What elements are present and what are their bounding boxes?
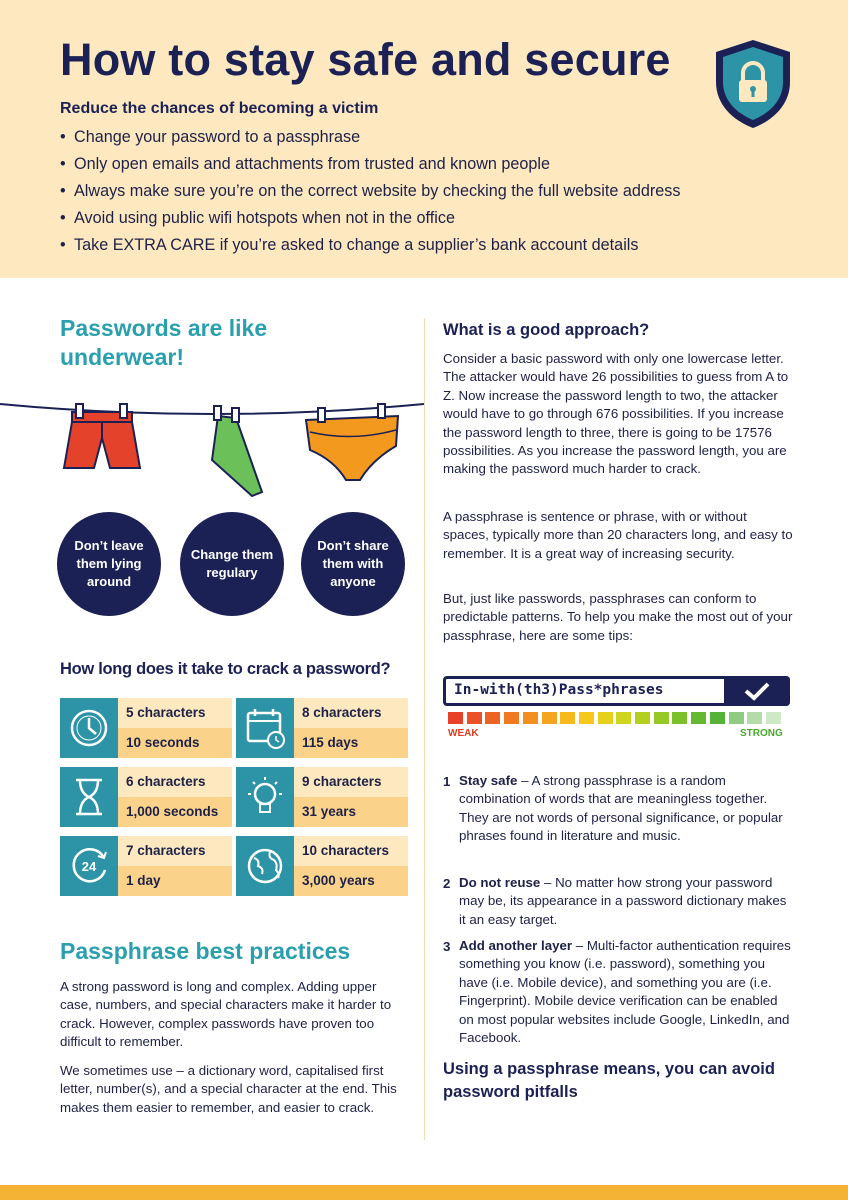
header-subtitle: Reduce the chances of becoming a victim — [60, 100, 379, 117]
best-practices-heading: Passphrase best practices — [60, 938, 351, 964]
strength-segment — [747, 712, 762, 724]
strength-segment — [635, 712, 650, 724]
example-passphrase: In-with(th3)Pass*phrases — [454, 682, 664, 698]
crack-time-tile — [60, 767, 232, 827]
calendar-icon — [236, 698, 294, 758]
globe-icon — [236, 836, 294, 896]
tip-body: – No matter how strong your password may be, its appearance in a password dictionary makes it an easy target. — [459, 875, 787, 927]
weak-label: WEAK — [448, 728, 479, 739]
strength-segment — [654, 712, 669, 724]
page-title: How to stay safe and secure — [60, 34, 671, 85]
tip-body: – Multi-factor authentication requires something you know (i.e. password), something you have (i.e. Mobile device), and something you are (i.e. Fingerprint). Mobile device verification can be enabled on most popular websites include Google, LinkedIn, and Facebook. — [459, 938, 791, 1046]
crack-time-tile — [60, 698, 232, 758]
lightbulb-icon — [236, 767, 294, 827]
good-approach-heading: What is a good approach? — [443, 321, 650, 339]
tip-heading: Add another layer — [459, 938, 573, 953]
advice-circle: Don’t share them with anyone — [301, 512, 405, 616]
tile-time: 3,000 years — [294, 866, 408, 896]
approach-paragraph: A passphrase is sentence or phrase, with or without spaces, typically more than 20 characters long, and easy to remember. It is a great way of increasing security. — [443, 509, 793, 561]
tip-item: • Always make sure you’re on the correct website by checking the full website address — [60, 178, 780, 205]
example-passphrase-field — [443, 676, 790, 706]
hourglass-icon — [60, 767, 118, 827]
tip-item: • Take EXTRA CARE if you’re asked to change a supplier’s bank account details — [60, 232, 780, 259]
tile-length: 5 characters — [118, 698, 232, 728]
clothesline-illustration — [0, 380, 424, 510]
tile-time: 115 days — [294, 728, 408, 758]
strength-segment — [672, 712, 687, 724]
strength-segment — [485, 712, 500, 724]
strength-segment — [542, 712, 557, 724]
tip-number: 1 — [443, 774, 451, 789]
strength-segment — [598, 712, 613, 724]
tip-body: – A strong passphrase is a random combination of words that are meaningless together. They are not words of personal significance, or popular phrases found in literature and music. — [459, 773, 783, 844]
best-practices-paragraph: We sometimes use – a dictionary word, capitalised first letter, number(s), and a special character at the end. This makes them easier to remember, and easier to crack. — [60, 1063, 397, 1115]
crack-time-tile — [236, 698, 408, 758]
strength-segment — [766, 712, 781, 724]
crack-time-heading: How long does it take to crack a password? — [60, 660, 391, 678]
tile-length: 8 characters — [294, 698, 408, 728]
svg-text:24: 24 — [81, 859, 97, 874]
approach-paragraph: Consider a basic password with only one lowercase letter. The attacker would have 26 possibilities to guess from A to Z. Now increase the password length to two, the attacker would have to go through 676 possibilities. If you increase the password length to three, there is going to be 17576 possibilities. As you increase the password length, you are making the password much harder to crack. — [443, 351, 789, 477]
strength-segment — [710, 712, 725, 724]
tip-text — [459, 772, 793, 846]
advice-circle: Change them regulary — [180, 512, 284, 616]
best-practices-paragraph: A strong password is long and complex. Adding upper case, numbers, and special characters make it harder to crack. However, complex passwords have proven too difficult to remember. — [60, 979, 392, 1050]
crack-time-tile — [60, 836, 232, 896]
briefs-icon — [306, 404, 398, 480]
strength-segment — [729, 712, 744, 724]
tile-length: 7 characters — [118, 836, 232, 866]
tip-item: • Change your password to a passphrase — [60, 124, 780, 151]
boxers-icon — [64, 404, 140, 468]
strength-segment — [616, 712, 631, 724]
24-hour-icon — [60, 836, 118, 896]
crack-time-tile — [236, 767, 408, 827]
tip-heading: Do not reuse — [459, 875, 541, 890]
tile-time: 31 years — [294, 797, 408, 827]
tip-item: • Only open emails and attachments from trusted and known people — [60, 151, 780, 178]
checkmark-icon — [724, 676, 790, 706]
crack-time-tile — [236, 836, 408, 896]
strength-segment — [560, 712, 575, 724]
closing-statement: Using a passphrase means, you can avoid password pitfalls — [443, 1060, 775, 1101]
footer-bar — [0, 1185, 848, 1200]
tip-number: 3 — [443, 939, 451, 954]
tile-length: 10 characters — [294, 836, 408, 866]
strength-segment — [448, 712, 463, 724]
advice-circle: Don’t leave them lying around — [57, 512, 161, 616]
strength-segment — [523, 712, 538, 724]
strength-segment — [504, 712, 519, 724]
tile-time: 1,000 seconds — [118, 797, 232, 827]
column-divider — [424, 318, 425, 1140]
tile-length: 9 characters — [294, 767, 408, 797]
tip-item: • Avoid using public wifi hotspots when not in the office — [60, 205, 780, 232]
tip-text — [459, 937, 793, 1047]
strength-segment — [467, 712, 482, 724]
passwords-heading: Passwords are like underwear! — [60, 315, 268, 370]
tips-list — [60, 124, 780, 259]
strength-segment — [579, 712, 594, 724]
clock-icon — [60, 698, 118, 758]
tile-time: 10 seconds — [118, 728, 232, 758]
strong-label: STRONG — [740, 728, 783, 739]
strength-segment — [691, 712, 706, 724]
tile-time: 1 day — [118, 866, 232, 896]
tip-number: 2 — [443, 876, 451, 891]
thong-icon — [212, 406, 262, 496]
approach-paragraph: But, just like passwords, passphrases can conform to predictable patterns. To help you make the most out of your passphrase, here are some tips: — [443, 591, 793, 643]
tip-heading: Stay safe — [459, 773, 518, 788]
tile-length: 6 characters — [118, 767, 232, 797]
tip-text — [459, 874, 793, 929]
shield-lock-icon — [712, 38, 794, 130]
